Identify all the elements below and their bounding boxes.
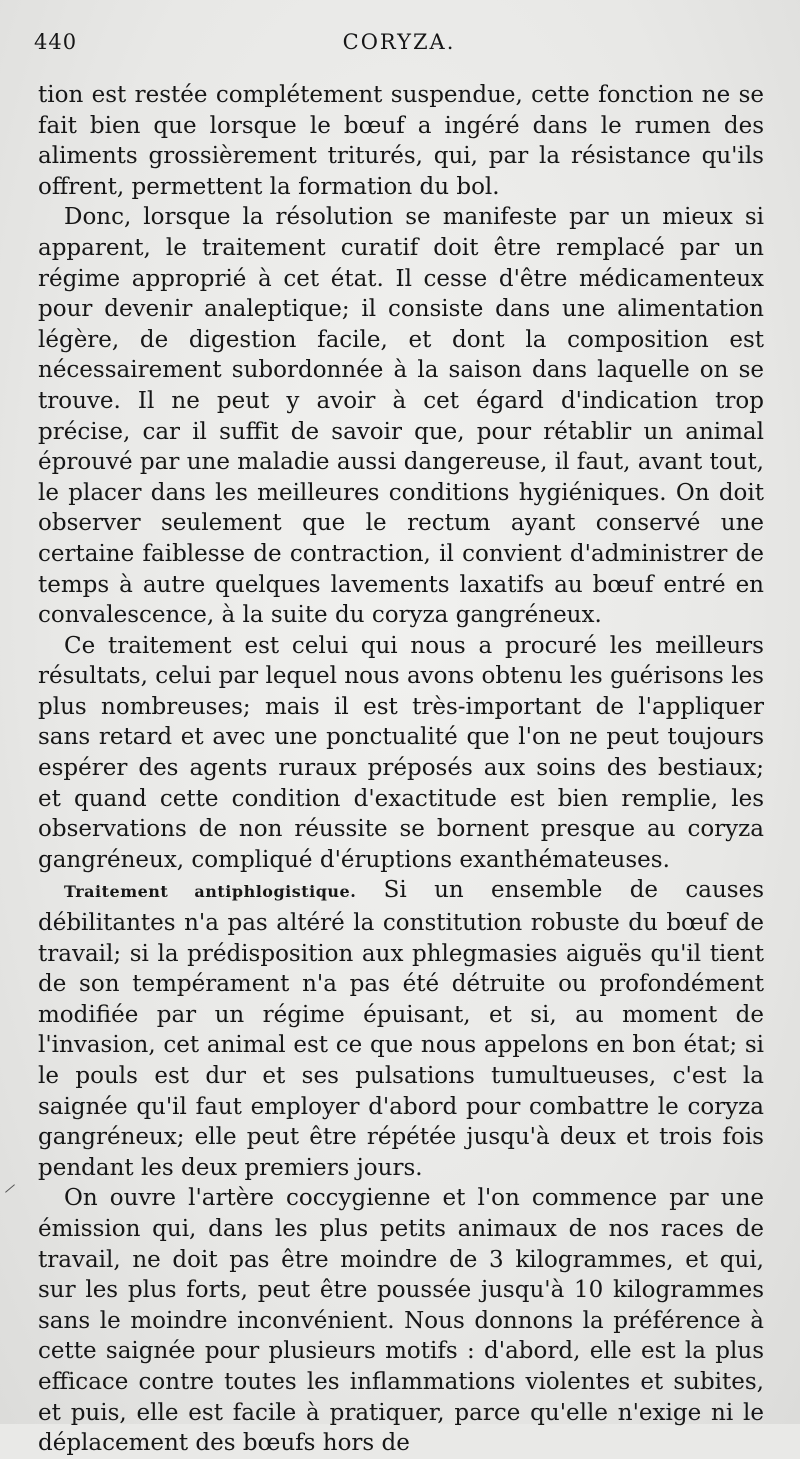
- page-number: 440: [34, 30, 78, 54]
- paragraph-3: [38, 631, 764, 876]
- body-text: [38, 80, 764, 1459]
- running-title: CORYZA.: [342, 30, 456, 54]
- paragraph-2-text: Donc, lorsque la résolution se manifeste par un mieux si apparent, le traitement curatif doit être remplacé par un régime approprié à cet état. Il cesse d'être médicamenteux pour devenir analeptique; il consiste dans une alimentation légère, de digestion facile, et dont la composition est nécessairement subordonnée à la saison dans laquelle on se trouve. Il ne peut y avoir à cet égard d'indication trop précise, car il suffit de savoir que, pour rétablir un animal éprouvé par une maladie aussi dangereuse, il faut, avant tout, le placer dans les meilleures conditions hygiéniques. On doit observer seulement que le rectum ayant conservé une certaine faiblesse de contraction, il convient d'administrer de temps à autre quelques lavements laxatifs au bœuf entré en convalescence, à la suite du coryza gangréneux.: [38, 204, 764, 629]
- paragraph-4-text: Si un ensemble de causes débilitantes n'a pas altéré la constitution robuste du bœuf de travail; si la prédisposition aux phlegmasies aiguës qu'il tient de son tempérament n'a pas été détruite ou profondément modifiée par un régime épuisant, et si, au moment de l'invasion, cet animal est ce que nous appelons en bon état; si le pouls est dur et ses pulsations tumultueuses, c'est la saignée qu'il faut employer d'abord pour combattre le coryza gangréneux; elle peut être répétée jusqu'à deux et trois fois pendant les deux premiers jours.: [38, 877, 765, 1181]
- paragraph-4: [38, 875, 764, 1183]
- page-header: [34, 30, 764, 60]
- paragraph-5: [38, 1183, 764, 1458]
- paragraph-5-text: On ouvre l'artère coccygienne et l'on commence par une émission qui, dans les plus petits animaux de nos races de travail, ne doit pas être moindre de 3 kilogrammes, et qui, sur les plus forts, peut être poussée jusqu'à 10 kilogrammes sans le moindre inconvénient. Nous donnons la préférence à cette saignée pour plusieurs motifs : d'abord, elle est la plus efficace contre toutes les inflammations violentes et subites, et puis, elle est facile à pratiquer, parce qu'elle n'exige ni le déplacement des bœufs hors de: [38, 1185, 764, 1457]
- paragraph-1-text: tion est restée complétement suspendue, cette fonction ne se fait bien que lorsque le bœuf a ingéré dans le rumen des aliments grossièrement triturés, qui, par la résistance qu'ils offrent, permettent la formation du bol.: [38, 82, 764, 200]
- margin-pencil-mark: [5, 1184, 15, 1192]
- paragraph-1: [38, 80, 764, 202]
- paragraph-2: [38, 202, 764, 630]
- section-heading-traitement-antiphlogistique: Traitement antiphlogistique.: [64, 882, 357, 902]
- paragraph-3-text: Ce traitement est celui qui nous a procuré les meilleurs résultats, celui par lequel nous avons obtenu les guérisons les plus nombreuses; mais il est très-important de l'appliquer sans retard et avec une ponctualité que l'on ne peut toujours espérer des agents ruraux préposés aux soins des bestiaux; et quand cette condition d'exactitude est bien remplie, les observations de non réussite se bornent presque au coryza gangréneux, compliqué d'éruptions exanthémateuses.: [38, 632, 764, 873]
